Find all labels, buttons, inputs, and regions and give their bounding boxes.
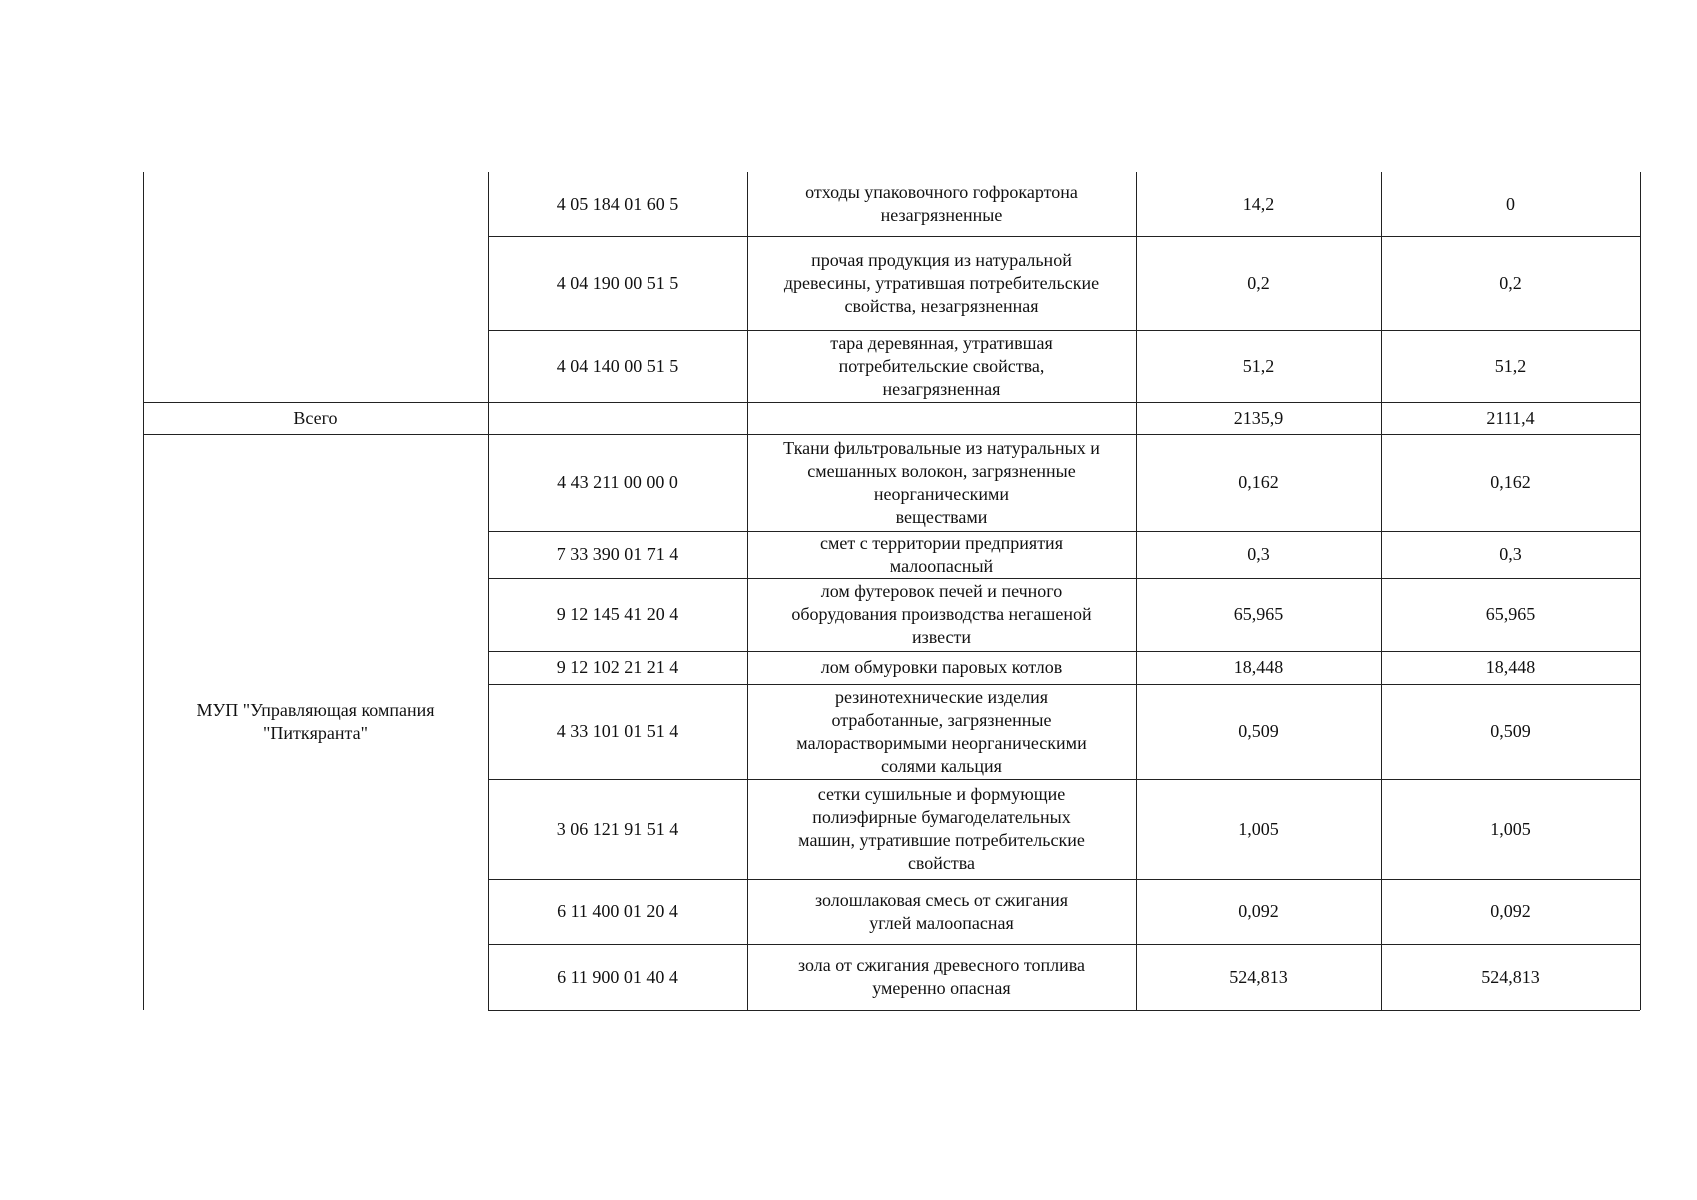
waste-name: лом обмуровки паровых котлов: [820, 657, 1063, 677]
table-border-right: [1640, 172, 1641, 1010]
waste-code: 7 33 390 01 71 4: [556, 544, 679, 564]
value-col4: 1,005: [1238, 818, 1279, 839]
value-col4: 18,448: [1233, 657, 1284, 677]
waste-name: лом футеровок печей и печного оборудования производства негашеной извести: [791, 581, 1092, 647]
waste-name: тара деревянная, утратившая потребительские свойства, незагрязненная: [830, 332, 1053, 399]
value-col5: 1,005: [1490, 818, 1531, 839]
waste-code: 4 33 101 01 51 4: [556, 721, 679, 741]
waste-code: 6 11 900 01 40 4: [557, 966, 678, 987]
waste-code: 3 06 121 91 51 4: [556, 818, 679, 839]
organization-name: МУП "Управляющая компания "Питкяранта": [196, 700, 435, 743]
waste-code: 9 12 145 41 20 4: [556, 604, 679, 624]
waste-name: резинотехнические изделия отработанные, загрязненные малорастворимыми неорганическими солями кальция: [796, 686, 1087, 776]
total-col5: 2111,4: [1486, 407, 1535, 428]
waste-code: 4 05 184 01 60 5: [556, 193, 679, 214]
value-col5: 0,092: [1490, 901, 1531, 921]
waste-name: прочая продукция из натуральной древесины, утратившая потребительские свойства, незагрязненная: [783, 249, 1100, 316]
waste-code: 4 43 211 00 00 0: [557, 472, 678, 492]
value-col4: 0,162: [1238, 472, 1279, 492]
value-col5: 0,2: [1499, 272, 1522, 293]
row-line: [488, 1010, 1640, 1011]
value-col5: 65,965: [1485, 604, 1536, 624]
value-col5: 18,448: [1485, 657, 1536, 677]
value-col4: 0,092: [1238, 901, 1279, 921]
value-col5: 524,813: [1481, 966, 1540, 987]
value-col5: 0,162: [1490, 472, 1531, 492]
waste-name: отходы упаковочного гофрокартона незагрязненные: [805, 182, 1078, 225]
value-col4: 51,2: [1242, 355, 1275, 376]
value-col4: 0,3: [1247, 544, 1270, 564]
total-label: Всего: [293, 407, 338, 428]
value-col5: 0,3: [1499, 544, 1522, 564]
waste-code: 9 12 102 21 21 4: [556, 657, 679, 677]
value-col4: 524,813: [1229, 966, 1288, 987]
waste-code: 6 11 400 01 20 4: [557, 901, 678, 921]
value-col4: 0,2: [1247, 272, 1270, 293]
waste-name: сетки сушильные и формующие полиэфирные бумагоделательных машин, утратившие потребительские свойства: [798, 784, 1085, 873]
value-col4: 65,965: [1233, 604, 1284, 624]
waste-name: золошлаковая смесь от сжигания углей малоопасная: [814, 889, 1069, 933]
waste-name: Ткани фильтровальные из натуральных и смешанных волокон, загрязненные неорганическими веществами: [783, 437, 1100, 527]
value-col4: 0,509: [1238, 721, 1279, 741]
total-col4: 2135,9: [1233, 407, 1284, 428]
waste-name: зола от сжигания древесного топлива умеренно опасная: [797, 955, 1085, 998]
value-col5: 51,2: [1494, 355, 1527, 376]
value-col5: 0,509: [1490, 721, 1531, 741]
waste-name: смет с территории предприятия малоопасный: [820, 532, 1063, 576]
value-col5: 0: [1506, 193, 1515, 214]
value-col4: 14,2: [1242, 193, 1275, 214]
waste-code: 4 04 190 00 51 5: [556, 272, 679, 293]
waste-code: 4 04 140 00 51 5: [556, 355, 679, 376]
